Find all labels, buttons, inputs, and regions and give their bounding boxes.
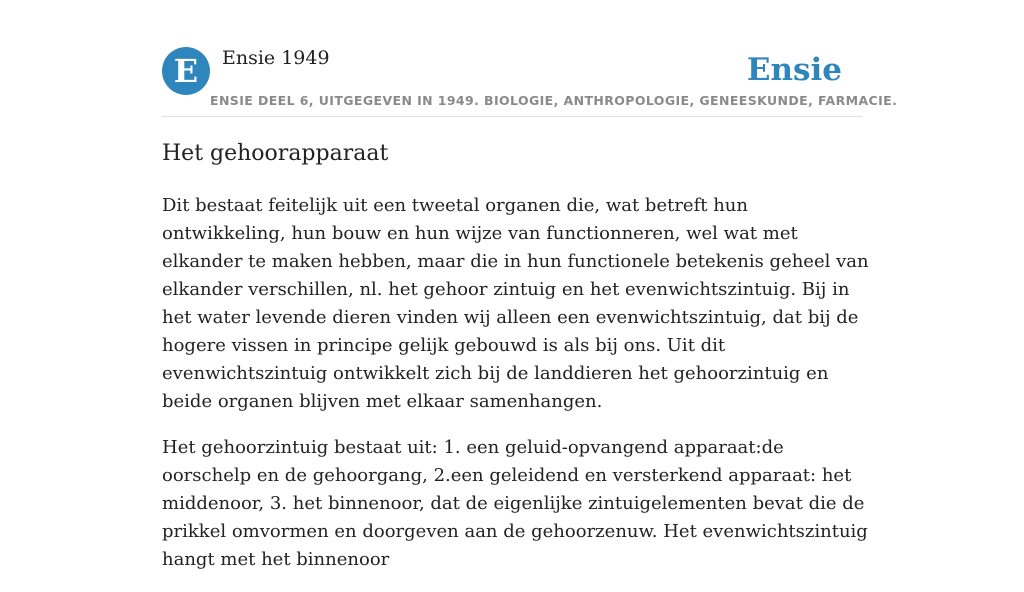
brand-logo[interactable]: Ensie	[746, 52, 842, 88]
article-title: Het gehoorapparaat	[162, 141, 389, 166]
article-paragraph: Het gehoorzintuig bestaat uit: 1. een geluid-opvangend apparaat:de oorschelp en de gehoorgang, 2.een geleidend en versterkend apparaat: het middenoor, 3. het binnenoor, dat de eigenlijke zintuigelementen bevat die de prikkel omvormen en doorgeven aan de gehoorzenuw. Het evenwichtszintuig hangt met het binnenoor	[162, 437, 868, 570]
ensie-logo-icon[interactable]: E	[162, 47, 210, 95]
header	[162, 46, 898, 117]
article-body	[162, 192, 872, 592]
source-title[interactable]: Ensie 1949	[222, 47, 330, 69]
source-description: ENSIE DEEL 6, UITGEGEVEN IN 1949. BIOLOGIE, ANTHROPOLOGIE, GENEESKUNDE, FARMACIE.	[210, 93, 898, 108]
article-paragraph: Dit bestaat feitelijk uit een tweetal organen die, wat betreft hun ontwikkeling, hun bouw en hun wijze van functionneren, wel wat met elkander te maken hebben, maar die in hun functionele betekenis geheel van elkander verschillen, nl. het gehoor zintuig en het evenwichtszintuig. Bij in het water levende dieren vinden wij alleen een evenwichtszintuig, dat bij de hogere vissen in principe gelijk gebouwd is als bij ons. Uit dit evenwichtszintuig ontwikkelt zich bij de landdieren het gehoorzintuig en beide organen blijven met elkaar samenhangen.	[162, 195, 869, 412]
